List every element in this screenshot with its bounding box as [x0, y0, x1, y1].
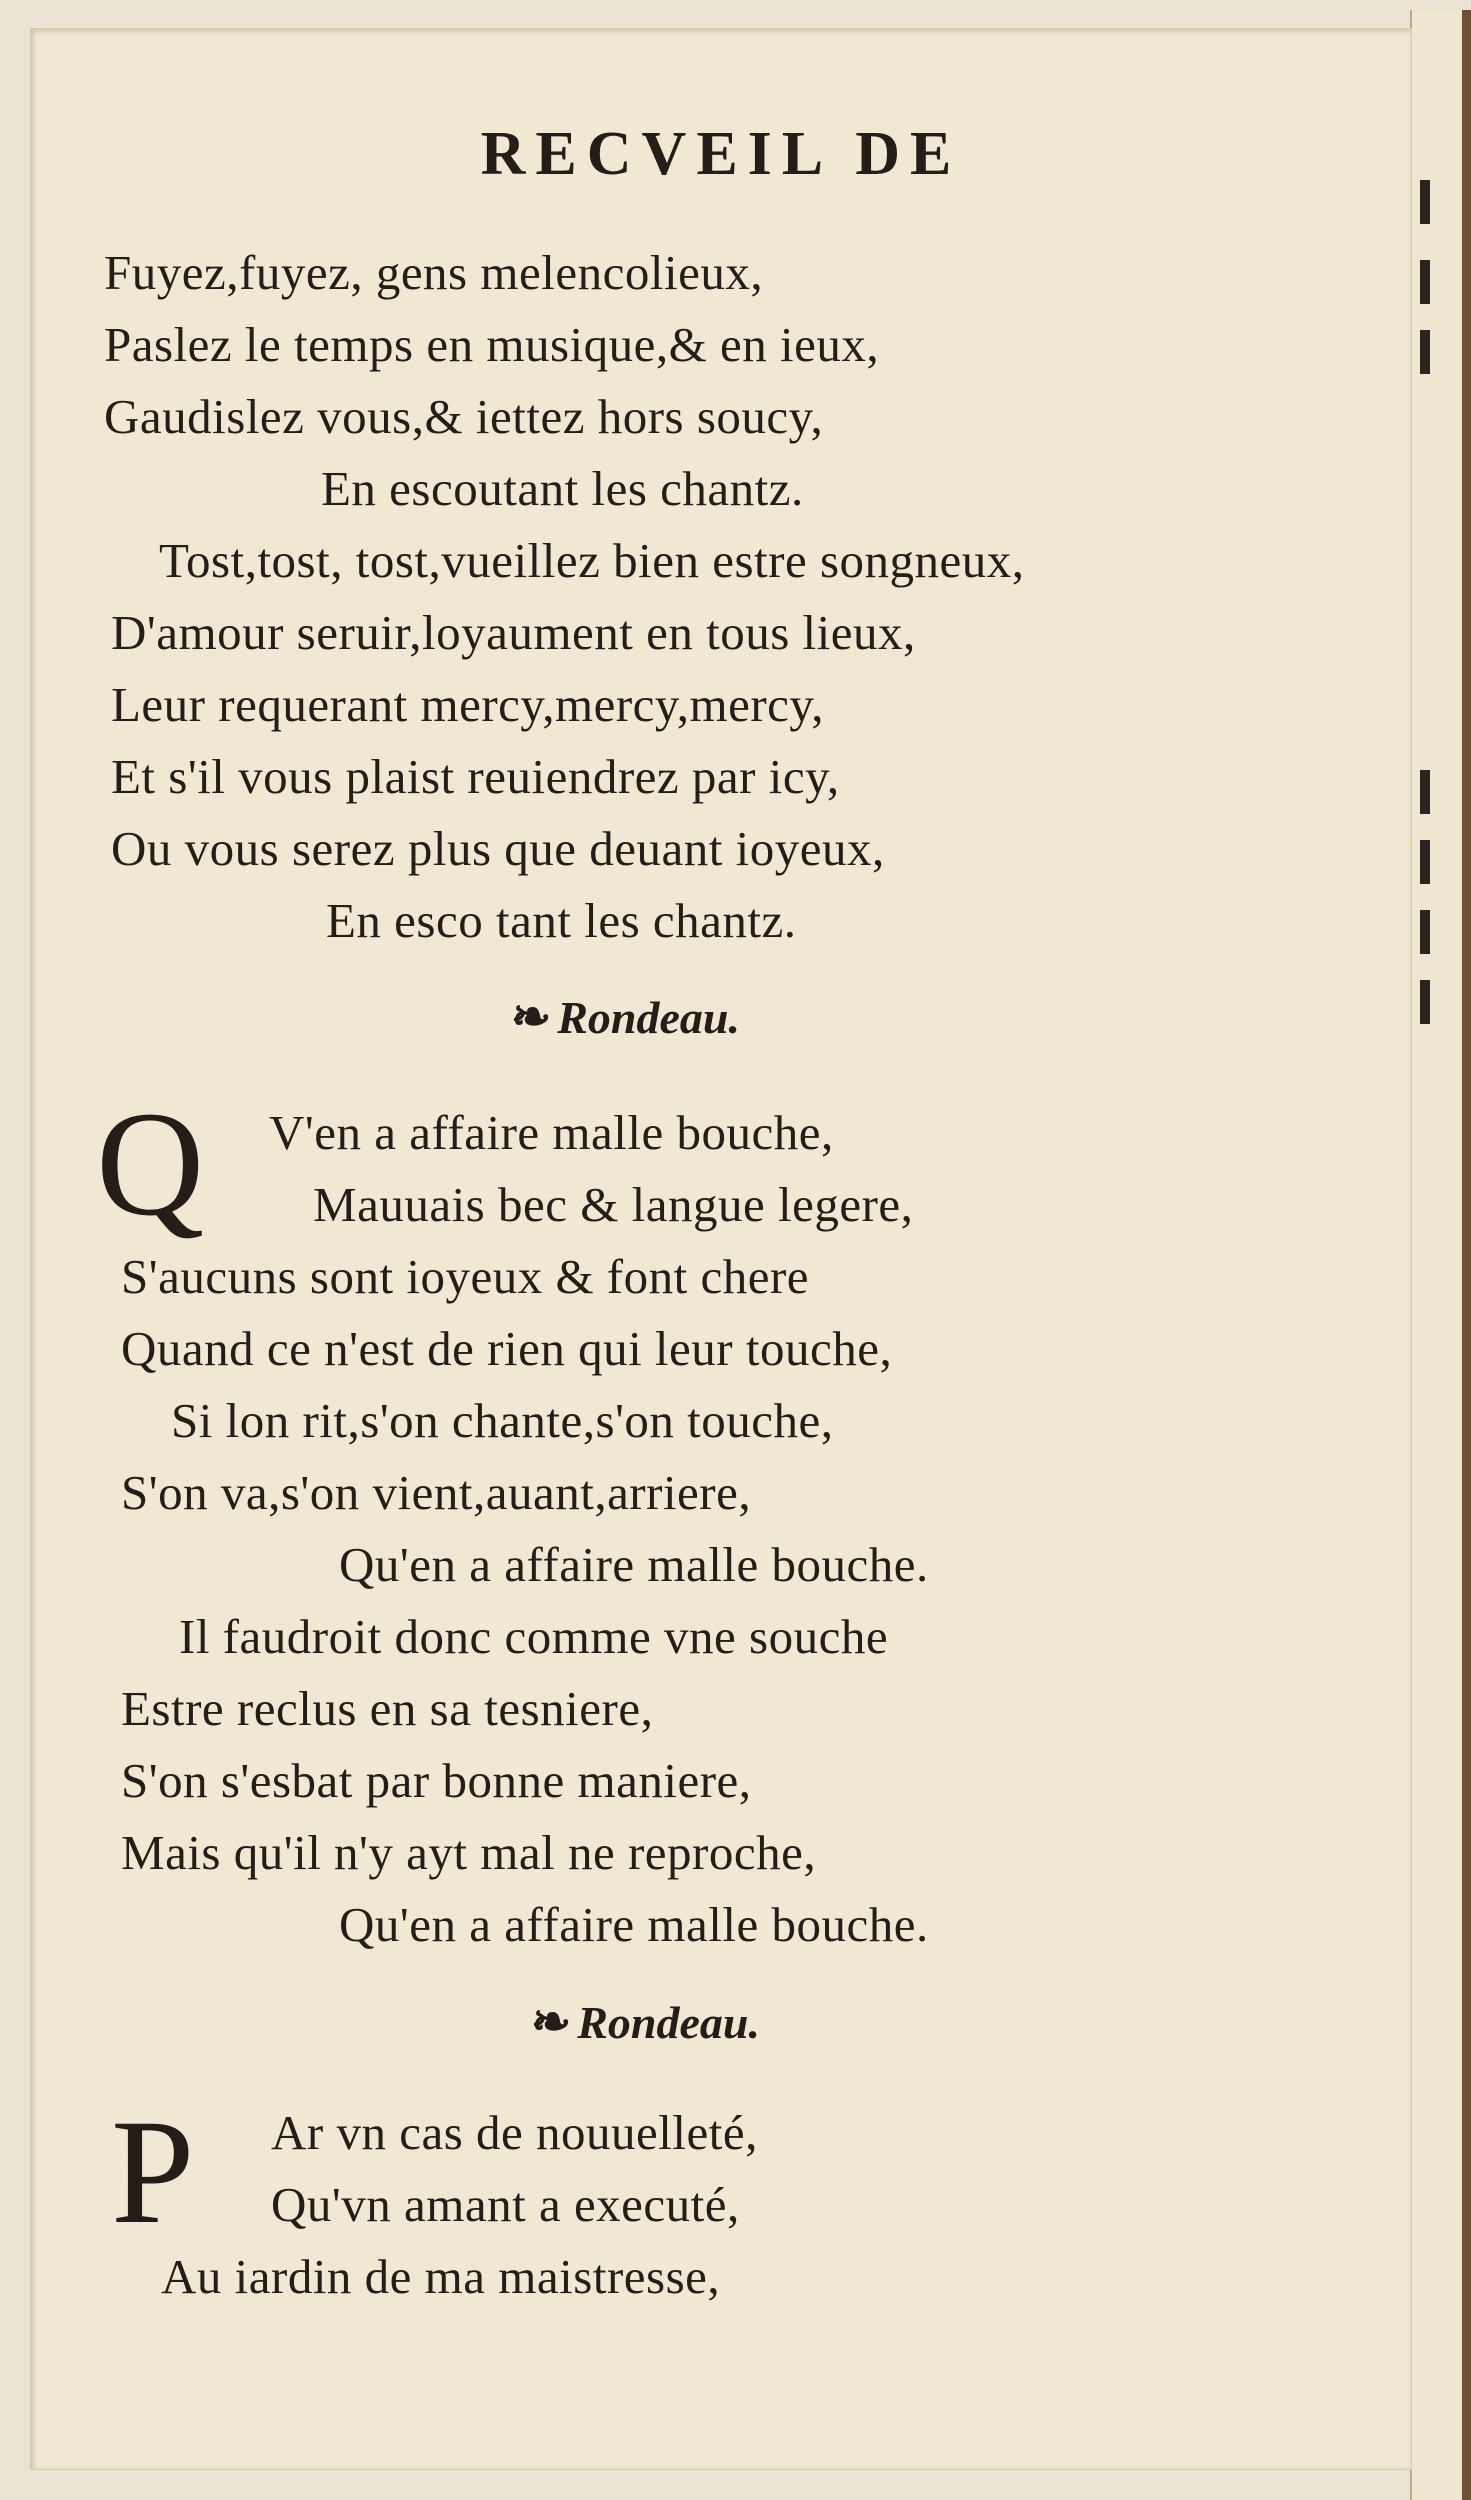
- poem-line: Tost,tost, tost,vueillez bien estre songneux,: [159, 533, 1025, 588]
- poem-line: Paslez le temps en musique,& en ieux,: [104, 317, 880, 372]
- poem-line: Qu'vn amant a executé,: [271, 2177, 740, 2232]
- drop-cap: Q: [96, 1081, 205, 1247]
- rondeau-title-text: Rondeau.: [557, 992, 740, 1043]
- poem-line: S'on s'esbat par bonne maniere,: [121, 1753, 752, 1808]
- fleuron-ornament-icon: ❧: [531, 1996, 572, 2049]
- poem-line: S'on va,s'on vient,auant,arriere,: [121, 1465, 752, 1520]
- poem-line: Au iardin de ma maistresse,: [161, 2249, 721, 2304]
- poem-line: Mais qu'il n'y ayt mal ne reproche,: [121, 1825, 817, 1880]
- poem-line: Ou vous serez plus que deuant ioyeux,: [111, 821, 885, 876]
- poem-line: Fuyez,fuyez, gens melencolieux,: [104, 245, 764, 300]
- poem-line: Qu'en a affaire malle bouche.: [339, 1537, 929, 1592]
- adjacent-page-glyph: [1420, 330, 1430, 374]
- poem-line: En escoutant les chantz.: [321, 461, 804, 516]
- poem-line: S'aucuns sont ioyeux & font chere: [121, 1249, 810, 1304]
- book-binding-edge: [1462, 10, 1471, 2500]
- poem-line: Si lon rit,s'on chante,s'on touche,: [171, 1393, 834, 1448]
- poem-line: Leur requerant mercy,mercy,mercy,: [111, 677, 824, 732]
- book-page: [30, 28, 1412, 2470]
- fleuron-ornament-icon: ❧: [511, 991, 552, 1044]
- adjacent-page-edge: [1410, 10, 1471, 2500]
- poem-line: En esco tant les chantz.: [326, 893, 797, 948]
- adjacent-page-glyph: [1420, 770, 1430, 814]
- rondeau-title: [531, 1994, 760, 2050]
- rondeau-title: [511, 989, 740, 1045]
- adjacent-page-glyph: [1420, 260, 1430, 304]
- poem-line: V'en a affaire malle bouche,: [269, 1105, 834, 1160]
- adjacent-page-glyph: [1420, 840, 1430, 884]
- poem-line: D'amour seruir,loyaument en tous lieux,: [111, 605, 916, 660]
- poem-line: Quand ce n'est de rien qui leur touche,: [121, 1321, 893, 1376]
- poem-line: Qu'en a affaire malle bouche.: [339, 1897, 929, 1952]
- poem-line: Il faudroit donc comme vne souche: [179, 1609, 889, 1664]
- rondeau-title-text: Rondeau.: [577, 1997, 760, 2048]
- drop-cap: P: [111, 2089, 195, 2255]
- adjacent-page-glyph: [1420, 980, 1430, 1024]
- poem-line: Et s'il vous plaist reuiendrez par icy,: [111, 749, 840, 804]
- running-heading: RECVEIL DE: [480, 120, 962, 188]
- adjacent-page-glyph: [1420, 180, 1430, 224]
- poem-line: Estre reclus en sa tesniere,: [121, 1681, 654, 1736]
- adjacent-page-glyph: [1420, 910, 1430, 954]
- poem-line: Mauuais bec & langue legere,: [313, 1177, 914, 1232]
- poem-line: Gaudislez vous,& iettez hors soucy,: [104, 389, 824, 444]
- poem-line: Ar vn cas de nouuelleté,: [271, 2105, 758, 2160]
